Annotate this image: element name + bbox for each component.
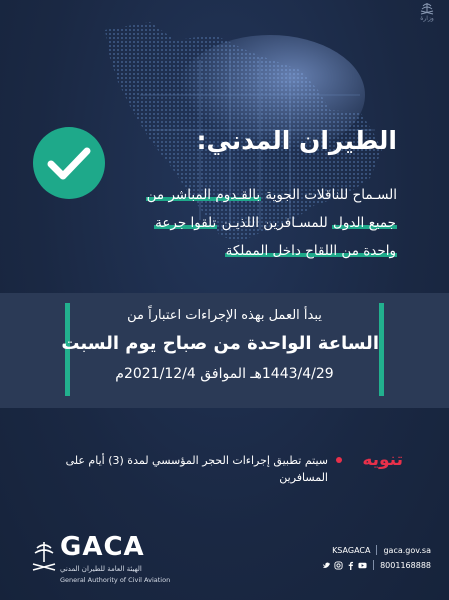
youtube-icon[interactable]: [358, 561, 367, 570]
gaca-english-name: General Authority of Civil Aviation: [60, 576, 171, 584]
note-label: تنويه: [362, 450, 403, 470]
twitter-icon[interactable]: [322, 561, 331, 570]
gaca-wordmark: GACA: [60, 532, 145, 562]
body-line-2: [17, 209, 397, 237]
seal-label: وزارة: [420, 15, 434, 22]
body-line-1: [17, 181, 397, 209]
body-text: للمسـافرين اللذيـن: [217, 215, 333, 231]
effective-time: الساعة الواحدة من صباح يوم السبت: [61, 333, 379, 354]
effective-intro: يبدأ العمل بهذه الإجراءات اعتباراً من: [127, 308, 322, 323]
contact-row-top: [322, 544, 431, 556]
divider: [373, 560, 374, 570]
body-highlight: تلقوا جرعة: [155, 215, 217, 231]
website-link[interactable]: gaca.gov.sa: [383, 545, 431, 555]
effective-date-text: [61, 306, 379, 386]
instagram-icon[interactable]: [334, 561, 343, 570]
note-text: سيتم تطبيق إجراءات الحجر المؤسسي لمدة (3) أيام على المسافرين: [65, 454, 328, 484]
gaca-arabic-name: الهيئة العامة للطيران المدني: [60, 565, 142, 573]
contact-block: [322, 544, 431, 571]
bullet-icon: [336, 457, 342, 463]
facebook-icon[interactable]: [346, 561, 355, 570]
phone-number[interactable]: 8001168888: [380, 560, 431, 570]
body-highlight: بالقـدوم المباشر من: [146, 187, 261, 203]
body-line-3: [17, 237, 397, 265]
divider: [376, 545, 377, 555]
band-accent-right: [379, 303, 384, 396]
headline: الطيران المدني:: [196, 126, 397, 155]
gaca-emblem-icon: [30, 540, 58, 574]
effective-date: 1443/4/29هـ الموافق 2021/12/4م: [115, 366, 334, 382]
body-highlight: واحدة من اللقاح داخل المملكة: [225, 243, 396, 259]
announcement-body: [17, 181, 397, 265]
social-handle[interactable]: KSAGACA: [332, 545, 371, 555]
body-highlight: جميع الدول: [333, 215, 396, 231]
social-icons: [322, 561, 367, 570]
contact-row-bottom: [322, 559, 431, 571]
body-text: السـماح للناقلات الجوية: [261, 187, 397, 203]
